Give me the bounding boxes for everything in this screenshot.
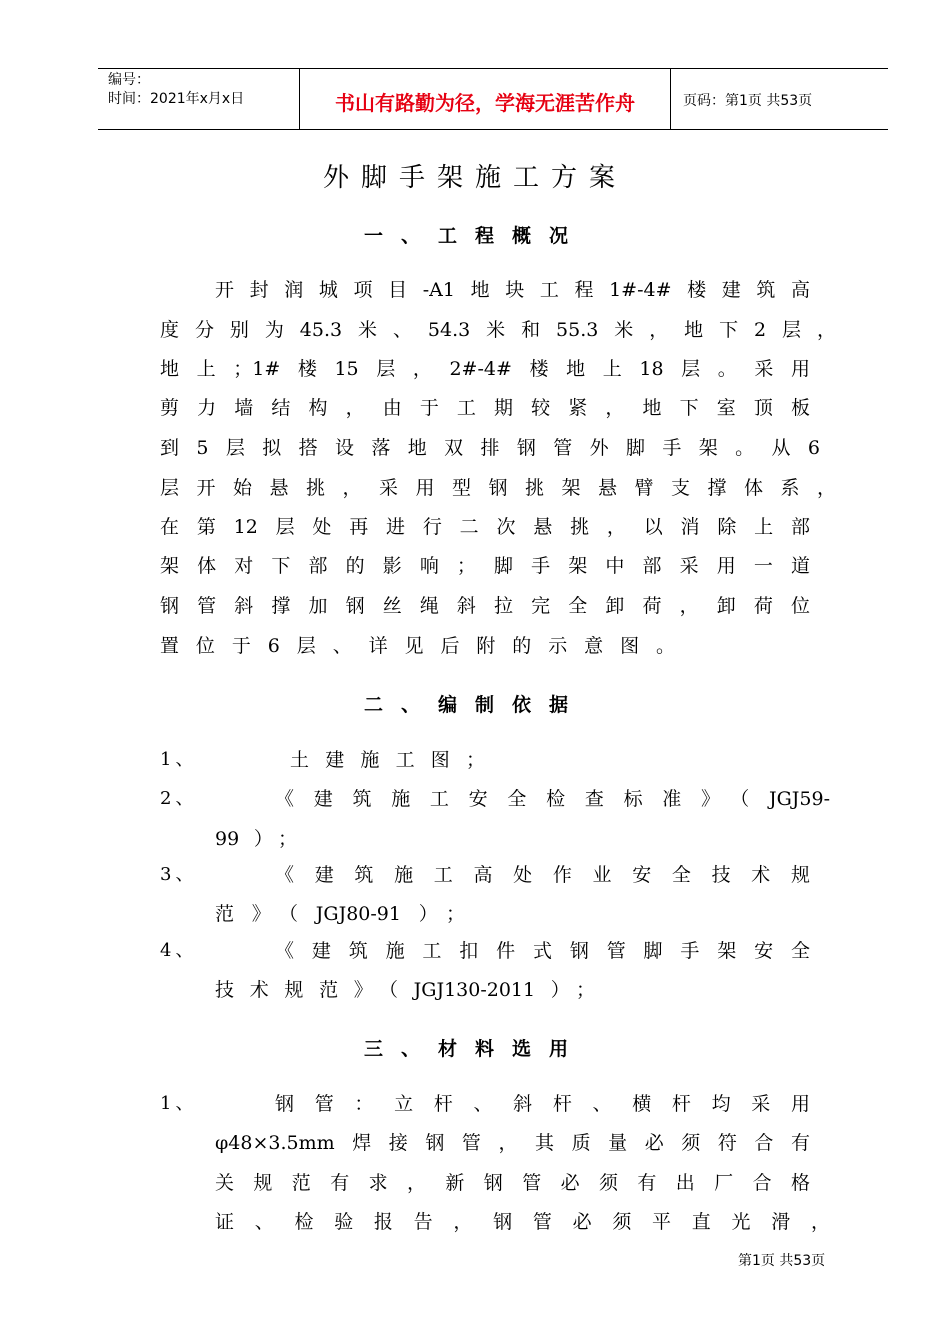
list-item-text: 《建筑施工扣件式钢管脚手架安全	[275, 940, 810, 962]
list-item-text: 《建筑施工安全检查标准》（JGJ59-	[275, 788, 830, 810]
section-heading-materials: 三、材料选用	[363, 1038, 586, 1060]
header-middle-cell	[300, 69, 671, 129]
document-date: 时间：2021年x月x日	[108, 91, 245, 107]
list-item-text: 99）；	[215, 828, 297, 850]
header-motto: 书山有路勤为径，学海无涯苦作舟	[335, 91, 635, 115]
list-item-text: 钢管：立杆、斜杆、横杆均采用	[275, 1093, 810, 1115]
document-title: 外脚手架施工方案	[322, 163, 627, 193]
header-left-cell	[98, 69, 300, 129]
paragraph-line: 开封润城项目-A1地块工程1#-4#楼建筑高	[215, 279, 810, 301]
document-code-label: 编号：	[108, 72, 150, 88]
list-number: 3、	[160, 864, 198, 885]
list-item-text: 技术规范》（JGJ130-2011）；	[215, 979, 595, 1001]
paragraph-line: 架体对下部的影响；脚手架中部采用一道	[160, 555, 810, 577]
paragraph-line: 在第12层处再进行二次悬挑，以消除上部	[160, 516, 810, 538]
paragraph-line: 到5层拟搭设落地双排钢管外脚手架。从6	[160, 437, 820, 459]
paragraph-line: 度分别为45.3米、54.3米和55.3米，地下2层，	[160, 319, 836, 341]
header-right-cell	[671, 69, 888, 129]
list-number: 4、	[160, 940, 198, 961]
list-item-text: 范》（JGJ80-91）；	[215, 903, 465, 925]
paragraph-line: 地上；1#楼15层，2#-4#楼地上18层。采用	[160, 358, 810, 380]
list-number: 2、	[160, 788, 198, 809]
paragraph-line: 置位于6层、详见后附的示意图。	[160, 635, 675, 657]
section-heading-basis: 二、编制依据	[363, 694, 586, 716]
section-heading-overview: 一、工程概况	[363, 225, 586, 247]
list-item-text: 《建筑施工高处作业安全技术规	[275, 864, 810, 886]
page-header	[98, 68, 888, 130]
list-item-text: 土建施工图；	[290, 749, 485, 771]
list-item-text: 关规范有求，新钢管必须有出厂合格	[215, 1172, 810, 1194]
list-item-text: φ48×3.5mm焊接钢管，其质量必须符合有	[215, 1132, 810, 1154]
paragraph-line: 钢管斜撑加钢丝绳斜拉完全卸荷，卸荷位	[160, 595, 810, 617]
list-number: 1、	[160, 749, 198, 770]
paragraph-line: 剪力墙结构，由于工期较紧，地下室顶板	[160, 397, 810, 419]
page-footer: 第1页 共53页	[738, 1253, 826, 1269]
list-number: 1、	[160, 1093, 198, 1114]
list-item-text: 证、检验报告，钢管必须平直光滑，	[215, 1211, 830, 1233]
header-page-info: 页码：第1页 共53页	[683, 93, 813, 109]
paragraph-line: 层开始悬挑，采用型钢挑架悬臂支撑体系，	[160, 477, 836, 499]
